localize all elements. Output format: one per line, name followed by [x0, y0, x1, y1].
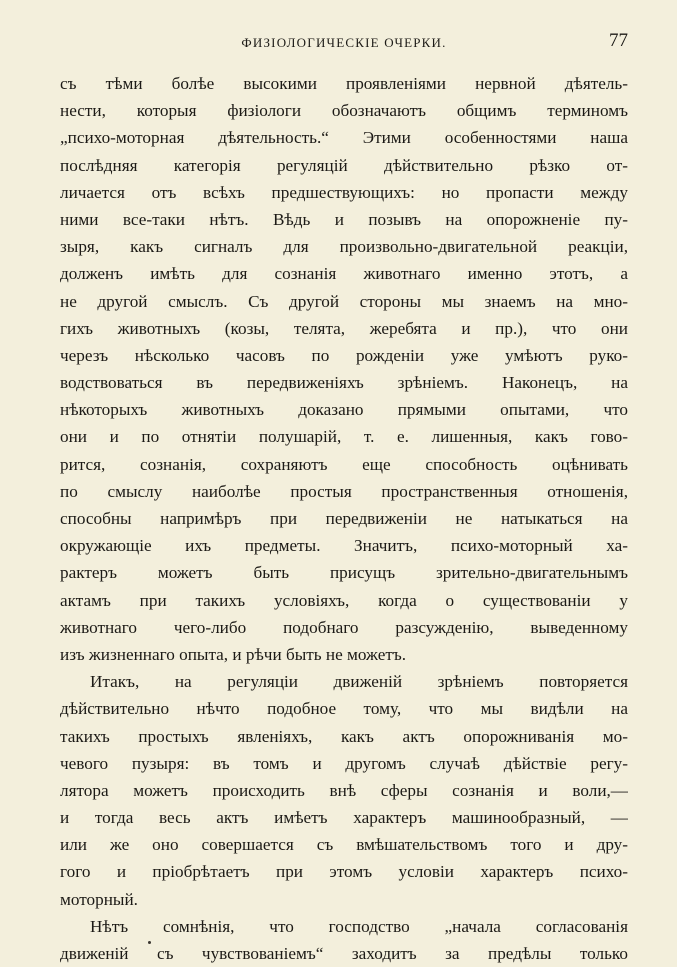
text-line: актамъ при такихъ условіяхъ, когда о существованіи у: [60, 590, 628, 610]
text-line: окружающіе ихъ предметы. Значитъ, психо-моторный ха-: [60, 536, 628, 556]
text-line: долженъ имѣть для сознанія животнаго именно этотъ, а: [60, 264, 628, 284]
text-line: съ тѣми болѣе высокими проявленіями нервной дѣятель-: [60, 74, 628, 93]
text-line: водствоваться въ передвиженіяхъ зрѣніемъ. Наконецъ, на: [60, 373, 628, 393]
text-line: по смыслу наиболѣе простыя пространственныя отношенія,: [60, 481, 628, 501]
text-line: рактеръ можетъ быть присущъ зрительно-двигательнымъ: [60, 563, 628, 583]
text-line: „психо-моторная дѣятельность.“ Этими особенностями наша: [60, 128, 628, 148]
text-line: зыря, какъ сигналъ для произвольно-двигательной реакціи,: [60, 237, 628, 257]
text-line: личается отъ всѣхъ предшествующихъ: но пропасти между: [60, 182, 628, 202]
text-line: движеній съ чувствованіемъ“ заходитъ за предѣлы только: [60, 944, 628, 963]
text-line: дѣйствительно нѣчто подобное тому, что мы видѣли на: [60, 699, 628, 719]
text-line: Итакъ, на регуляціи движеній зрѣніемъ повторяется: [90, 672, 628, 692]
text-line: рится, сознанія, сохраняютъ еще способность оцѣнивать: [60, 454, 628, 474]
text-line: и тогда весь актъ имѣетъ характеръ машинообразный, —: [60, 808, 628, 828]
text-line: моторный.: [60, 889, 138, 909]
text-line: нѣкоторыхъ животныхъ доказано прямыми опытами, что: [60, 400, 628, 420]
text-line: Нѣтъ сомнѣнія, что господство „начала согласованія: [90, 916, 628, 936]
text-line: послѣдняя категорія регуляцій дѣйствительно рѣзко от-: [60, 155, 628, 175]
page-number: 77: [609, 30, 628, 51]
running-header: [60, 30, 628, 54]
body-text: [60, 70, 628, 967]
text-line: не другой смыслъ. Съ другой стороны мы знаемъ на мно-: [60, 291, 628, 311]
text-line: животнаго чего-либо подобнаго разсужденію, выведенному: [60, 617, 628, 637]
text-line: гихъ животныхъ (козы, телята, жеребята и пр.), что они: [60, 318, 628, 338]
text-line: нести, которыя физіологи обозначаютъ общимъ терминомъ: [60, 101, 628, 121]
text-line: или же оно совершается съ вмѣшательствомъ того и дру-: [60, 835, 628, 855]
text-line: чевого пузыря: въ томъ и другомъ случаѣ дѣйствіе регу-: [60, 753, 628, 773]
paper-speck: [148, 941, 151, 944]
text-line: способны напримѣръ при передвиженіи не натыкаться на: [60, 509, 628, 528]
text-line: лятора можетъ происходить внѣ сферы сознанія и воли,—: [60, 780, 628, 800]
text-line: ними все-таки нѣтъ. Вѣдь и позывъ на опорожненіе пу-: [60, 209, 628, 229]
text-line: такихъ простыхъ явленіяхъ, какъ актъ опорожниванія мо-: [60, 726, 628, 746]
text-line: черезъ нѣсколько часовъ по рожденіи уже умѣютъ руко-: [60, 345, 628, 365]
text-line: изъ жизненнаго опыта, и рѣчи быть не можетъ.: [60, 644, 407, 664]
running-title: ФИЗІОЛОГИЧЕСКІЕ ОЧЕРКИ.: [241, 35, 447, 50]
text-line: гого и пріобрѣтаетъ при этомъ условіи характеръ психо-: [60, 862, 628, 882]
text-line: они и по отнятіи полушарій, т. е. лишенныя, какъ гово-: [60, 427, 628, 447]
